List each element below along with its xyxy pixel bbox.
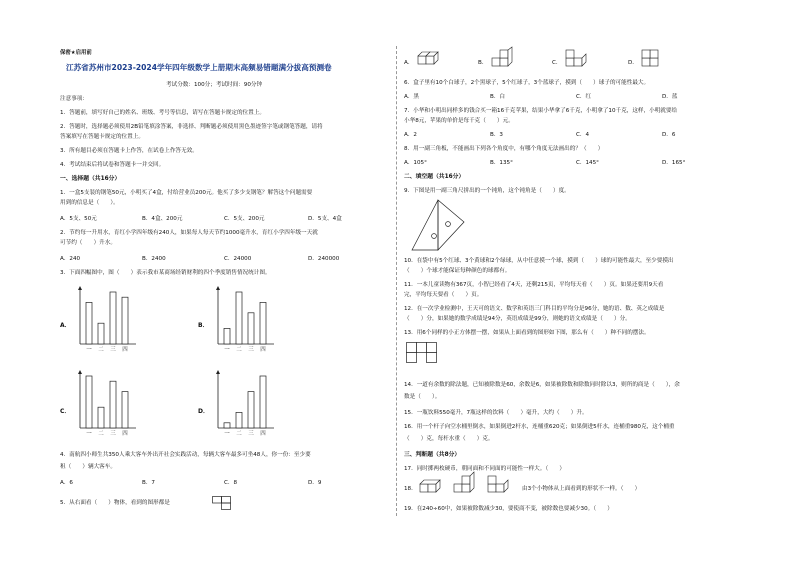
option-c: C．5支、200元 [224,216,265,222]
cube-stack-icon [640,48,668,70]
cube-stack-icon [490,48,518,70]
question-text: 5．从右面看（ ）物体，看到的图形都是 [60,500,170,506]
chart-letter: B． [198,322,209,329]
option-a: A．黑 [404,94,420,100]
section-heading-fill: 二、填空题（共16分） [404,174,465,180]
question-text: 10．在袋中有5个红球、3个黄球和2个绿球，从中任意摸一个球，摸到（ ）球的可能性最大，至少要摸出 [404,258,674,264]
section-heading-judge: 三、判断题（共8分） [404,452,461,458]
option-a: A． [404,60,414,66]
chart-tick-label: 一 [224,347,230,353]
option-d: D．9 [308,480,322,486]
chart-bar [224,328,230,344]
question-text: 可节约（ ）升水。 [60,240,116,246]
option-d: D．5支、4盒 [308,216,342,222]
bar-chart-c [74,370,138,440]
axis-arrow-icon [78,370,82,374]
chart-bar [110,292,116,344]
option-b: B． [478,60,488,66]
question-text: 2．节约每一升用水，育红小学四年级有240人，如果每人每天节约1000毫升水，育红小学四年级一天就 [60,230,318,236]
chart-tick-label: 二 [236,347,242,353]
chart-bar [248,392,254,428]
chart-tick-label: 一 [86,431,92,437]
question-text: 18． [404,486,417,492]
option-c: C． [552,60,562,66]
chart-tick-label: 三 [110,431,116,437]
question-text: 1．一盒5支装的钢笔50元，小明买了4盒，付给营业员200元。他买了多少支钢笔？解答这个问题需要 [60,190,313,196]
question-text: 由3个小物体从上面看到的形状不一样。（ ） [522,486,641,492]
question-text: 13．用6个同样的小正方体摆一摆，如果从上面看到的图形如下图，那么有（ ）种不同的摆法。 [404,330,650,336]
notice-line: 答案填写在答题卡规定的位置上。 [60,134,144,140]
chart-bar [260,376,266,428]
option-c: C．红 [576,94,592,100]
chart-bar [110,381,116,428]
chart-tick-label: 二 [98,431,104,437]
chart-bar [86,302,92,344]
notice-line: 1．答题前，填写好自己的姓名、班级、考号等信息，请写在答题卡规定的位置上。 [60,110,265,116]
chart-bar [236,292,242,344]
question-text: 租（ ）辆大客车。 [60,464,116,470]
option-a: A．105° [404,160,427,166]
question-text: 15．一瓶饮料550毫升，7瓶这样的饮料（ ）毫升，大约（ ）升。 [404,410,588,416]
bar-chart-a [74,286,138,356]
chart-tick-label: 四 [260,431,266,437]
page-subtitle: 考试分数：100分；考试时间：90分钟 [166,82,263,88]
chart-bar [98,323,104,344]
option-c: C．8 [224,480,238,486]
question-text: 3．下面四幅图中，图（ ）表示我市某商场经销财利的四个季度销售情况统计图。 [60,270,271,276]
notice-line: 2．答题时，选择题必须使用2B铅笔填涂答案，非选择、判断题必须使用黑色墨迹签字笔或钢笔答题，请将 [60,124,323,130]
option-c: C．145° [576,160,599,166]
top-view-grid-figure [406,342,446,368]
option-c: C．4 [576,132,590,138]
cube-stack-icon [416,50,444,70]
chart-tick-label: 四 [122,431,128,437]
option-a: A．5支、50元 [60,216,97,222]
option-a: A．2 [404,132,417,138]
notice-heading: 注意事项： [60,96,88,102]
chart-bar [122,297,128,344]
notice-line: 3．所有题目必须在答题卡上作答，在试卷上作答无效。 [60,148,198,154]
column-divider [396,46,397,516]
option-c: C．24000 [224,256,252,262]
question-text: 11．一本儿童读物有367页，小智已经看了4天，还剩215页，平均每天看（ ）页。如果还要用9天看 [404,282,664,288]
option-d: D．240000 [308,256,340,262]
question-text: 4．南航四小师生共350人乘大客车外出开社会实践活动，每辆大客车最多可坐48人，你一份：至少要 [60,452,311,458]
question-text: 用到的信息是（ ）。 [60,200,119,206]
question-text: （ ）分，如果她的数学成绩是94分，英语成绩是99分，则她的语文成绩是（ ）分。 [404,316,631,322]
question-text: 19．在240÷60中，如果被除数减少30，要使商不变，被除数也要减少30。（ ） [404,506,613,512]
question-text: （ ）克，每杆水重（ ）克。 [404,436,494,442]
chart-tick-label: 三 [248,347,254,353]
chart-letter: C． [60,408,71,415]
question-text: 8．用一副三角板，不能画出下列各个角度中，有哪个角度无法画出的？（ ） [404,146,604,152]
page-title: 江苏省苏州市2023-2024学年四年级数学上册期末高频易错题满分拔高预测卷 [66,63,332,72]
question-text: 16．用一个杆子向空水桶里倒水，如果倒进2杆水，连桶重620克；如果倒进5杆水，连桶重980克，这个桶重 [404,424,675,430]
chart-tick-label: 二 [98,347,104,353]
option-b: B．4盒、200元 [142,216,183,222]
question-text: （ ）个球才能保证每种颜色的球都有。 [404,268,511,274]
chart-tick-label: 四 [122,347,128,353]
chart-letter: A． [60,322,71,329]
option-b: B．135° [490,160,513,166]
section-heading-choice: 一、选择题（共16分） [60,176,121,182]
chart-bar [98,407,104,428]
option-d: D． [628,60,638,66]
chart-bar [122,392,128,428]
question-text: 14．一道有余数的除法题，已知被除数是60，余数是6，如果被除数和除数同时除以3，则所的商是（ ），余 [404,382,680,388]
cube-stack-icon [564,48,592,70]
chart-letter: D． [198,408,209,415]
bar-chart-d [212,370,276,440]
option-a: A．240 [60,256,81,262]
chart-bar [224,423,230,428]
chart-tick-label: 四 [260,347,266,353]
option-d: D．蓝 [662,94,678,100]
question-text: 完，平均每天要看（ ）页。 [404,292,483,298]
chart-tick-label: 一 [86,347,92,353]
option-b: B．3 [490,132,503,138]
chart-tick-label: 一 [224,431,230,437]
question-text: 7．小华和小明出同样多的钱合买一箱16千克苹果，结果小华拿了6千克，小明拿了10千克，这样，小明就要给 [404,108,678,114]
question-text: 17．同时掷两枚硬币，朝同面和不同面的可能性一样大。（ ） [404,466,565,472]
question-text: 6．盒子里有10个白球子，2个黑球子，5个红球子，3个蓝球子，摸到（ ）球子的可能性最大。 [404,80,650,86]
square-shape-icon [212,496,232,510]
chart-bar [260,302,266,344]
option-d: D．6 [662,132,676,138]
chart-tick-label: 三 [110,347,116,353]
triangle-rulers-figure [408,198,468,254]
bar-chart-b [212,286,276,356]
chart-bar [248,313,254,344]
question-text: 9．下图是用一副三角尺拼出的一个钝角，这个钝角是（ ）度。 [404,188,570,194]
chart-bar [86,376,92,428]
axis-arrow-icon [78,286,82,290]
secret-label: 保密★启用前 [60,50,92,56]
option-b: B．2400 [142,256,166,262]
question-text: 数是（ ）。 [404,394,441,400]
chart-bar [236,412,242,428]
axis-arrow-icon [216,370,220,374]
option-d: D．165° [662,160,686,166]
cube-group-figure [418,478,518,496]
chart-tick-label: 三 [248,431,254,437]
option-b: B．白 [490,94,506,100]
question-text: 12．在一次学业检测中，王天可的语文、数学和英语三门科目的平均分是96分，她的语、数、英之成绩是 [404,306,665,312]
notice-line: 4．考试结束后将试卷和答题卡一并交回。 [60,162,165,168]
option-a: A．6 [60,480,73,486]
question-text: 小华8元，苹果的单价是每千克（ ）元。 [404,118,514,124]
chart-tick-label: 二 [236,431,242,437]
option-b: B．7 [142,480,155,486]
axis-arrow-icon [216,286,220,290]
